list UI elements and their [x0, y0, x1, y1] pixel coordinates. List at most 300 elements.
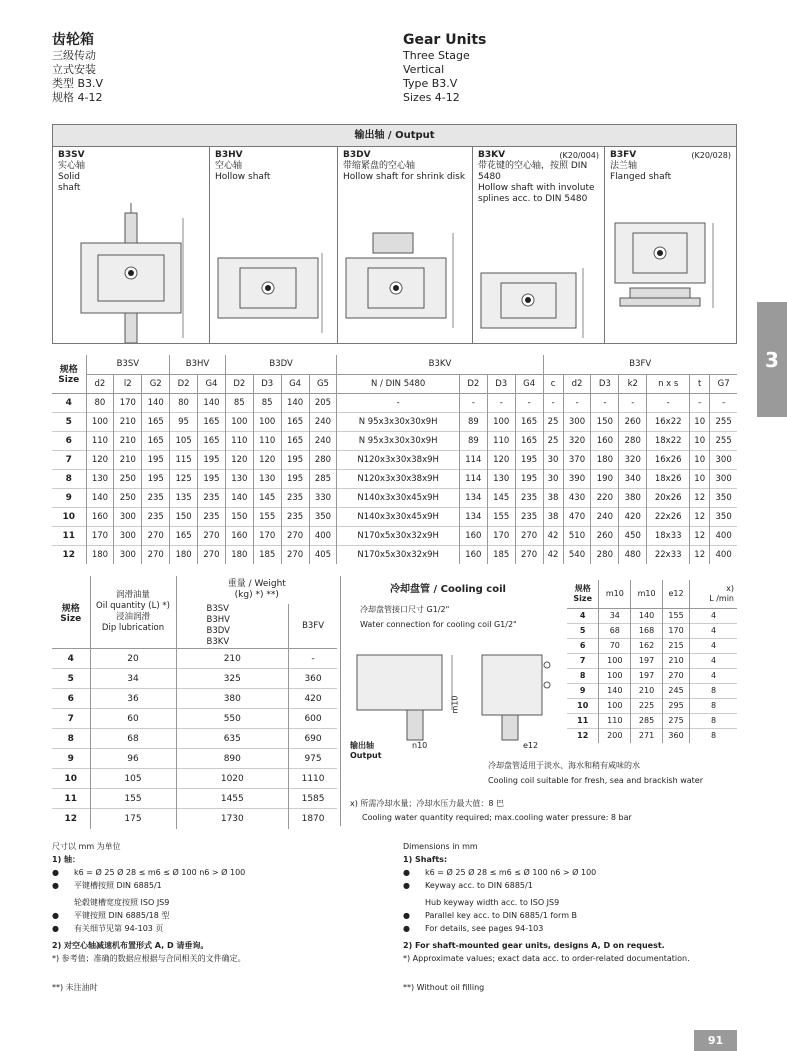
table-cell: 195	[198, 469, 226, 488]
dims-subheader: G4	[515, 374, 543, 393]
dims-subheader: G4	[281, 374, 309, 393]
note-s2: **) Without oil filling	[403, 983, 485, 992]
b3dv-drawing	[338, 213, 473, 343]
output-code: B3SV	[58, 150, 85, 160]
table-cell: 12	[690, 545, 710, 564]
group-b3dv: B3DV	[225, 355, 337, 374]
table-cell: N140x3x30x45x9H	[337, 507, 460, 526]
output-code: B3FV	[610, 150, 637, 160]
dims-subheader: G7	[710, 374, 737, 393]
table-cell: 405	[309, 545, 337, 564]
table-row	[52, 669, 337, 689]
cooling-suitable-en: Cooling coil suitable for fresh, sea and brackish water	[488, 776, 704, 785]
table-cell: 195	[142, 469, 170, 488]
table-cell: 260	[591, 526, 619, 545]
size-cell: 8	[52, 729, 90, 749]
dims-subheader: D2	[170, 374, 198, 393]
table-cell: 105	[90, 769, 176, 789]
table-cell: 400	[710, 545, 737, 564]
table-row	[52, 709, 337, 729]
table-cell: 140	[198, 393, 226, 412]
table-cell: 170	[114, 393, 142, 412]
table-cell: 120	[253, 450, 281, 469]
group-b3kv: B3KV	[337, 355, 543, 374]
table-cell: -	[619, 393, 647, 412]
table-cell: 20	[90, 649, 176, 669]
cooling-note-cn: x) 所需冷却水量；冷却水压力最大值：8 巴	[350, 799, 505, 808]
output-en: Solid shaft	[58, 172, 81, 193]
table-cell: 89	[459, 431, 487, 450]
table-cell: 145	[487, 488, 515, 507]
table-cell: 195	[515, 450, 543, 469]
size-cell: 11	[52, 789, 90, 809]
table-cell: 420	[619, 507, 647, 526]
dims-subheader: D2	[225, 374, 253, 393]
table-cell: 125	[170, 469, 198, 488]
notes-cn: 尺寸以 mm 为单位 1) 轴： ● k6 = Ø 25 Ø 28 ≤ m6 ≤ Ø 100 n6 > Ø 100 ● 平键槽按照 DIN 6885/1 轮毂键槽宽度按照 ISO JS9 ● 平键按照 DIN 6885/18 型 ● 有关细节见第 94-103 页 2) 对空心轴减速机布置形式 A, D 请垂询。 *) 参考值；准确的数据应根据与合同相关的文件确定。 **) 未注油时	[52, 840, 382, 994]
note-h1: 1) 轴：	[52, 855, 81, 864]
note-i1: Hub keyway width acc. to ISO JS9	[425, 898, 560, 907]
table-cell: 175	[90, 809, 176, 829]
table-cell: 100	[487, 412, 515, 431]
table-cell: 110	[86, 431, 114, 450]
note-unit: Dimensions in mm	[403, 842, 478, 851]
table-cell: 300	[710, 450, 737, 469]
output-col-b3kv	[473, 147, 605, 343]
table-cell: 540	[563, 545, 591, 564]
oil-weight-table	[52, 576, 337, 829]
table-cell: 4	[690, 668, 737, 683]
cooling-e12-label: e12	[523, 741, 539, 750]
table-cell: 690	[289, 729, 337, 749]
size-cell: 11	[567, 713, 599, 728]
table-cell: 10	[690, 450, 710, 469]
table-cell: 100	[225, 412, 253, 431]
table-cell: 185	[487, 545, 515, 564]
table-cell: 110	[225, 431, 253, 450]
table-cell: 235	[281, 488, 309, 507]
note-b4: 有关细节见第 94-103 页	[74, 924, 164, 933]
table-cell: 95	[170, 412, 198, 431]
table-row	[52, 689, 337, 709]
table-cell: 36	[90, 689, 176, 709]
table-row	[567, 653, 737, 668]
table-cell: 195	[142, 450, 170, 469]
table-cell: 130	[253, 469, 281, 488]
size-cell: 11	[52, 526, 86, 545]
note-h2: 2) For shaft-mounted gear units, designs A, D on request.	[403, 941, 665, 950]
size-cell: 4	[52, 393, 86, 412]
size-cell: 9	[567, 683, 599, 698]
table-cell: 235	[515, 488, 543, 507]
table-cell: 235	[198, 488, 226, 507]
table-cell: 255	[710, 431, 737, 450]
cooling-flow-header: x) L /min	[690, 580, 737, 608]
output-cn: 法兰轴	[610, 161, 638, 171]
table-cell: 180	[225, 545, 253, 564]
table-row	[52, 729, 337, 749]
table-cell: 34	[599, 608, 631, 623]
table-cell: 110	[253, 431, 281, 450]
table-cell: 270	[198, 545, 226, 564]
table-cell: 68	[90, 729, 176, 749]
table-cell: 10	[690, 412, 710, 431]
size-cell: 8	[567, 668, 599, 683]
table-cell: 300	[710, 469, 737, 488]
table-cell: 134	[459, 507, 487, 526]
table-cell: 165	[515, 412, 543, 431]
table-row	[567, 638, 737, 653]
table-cell: 110	[487, 431, 515, 450]
table-cell: 30	[543, 450, 563, 469]
table-cell: 8	[690, 683, 737, 698]
table-cell: 250	[114, 469, 142, 488]
table-cell: 180	[86, 545, 114, 564]
table-cell: N120x3x30x38x9H	[337, 450, 460, 469]
table-cell: 320	[619, 450, 647, 469]
table-row	[567, 698, 737, 713]
table-cell: 80	[86, 393, 114, 412]
table-cell: 280	[619, 431, 647, 450]
table-cell: 235	[142, 488, 170, 507]
cooling-m10-header: m10	[599, 580, 631, 608]
table-cell: 400	[309, 526, 337, 545]
output-cn: 带缩紧盘的空心轴	[343, 161, 416, 171]
table-cell: 380	[176, 689, 289, 709]
output-en: Flanged shaft	[610, 172, 672, 182]
b3hv-drawing	[210, 223, 338, 343]
cooling-size-header: 规格 Size	[567, 580, 599, 608]
table-row	[52, 749, 337, 769]
table-cell: 190	[591, 469, 619, 488]
table-cell: 350	[309, 507, 337, 526]
table-cell: 85	[253, 393, 281, 412]
table-cell: 510	[563, 526, 591, 545]
table-cell: 235	[515, 507, 543, 526]
subtitle-en-4: Sizes 4-12	[403, 91, 460, 104]
size-cell: 12	[52, 545, 86, 564]
group-b3hv: B3HV	[170, 355, 226, 374]
cooling-suitable-cn: 冷却盘管适用于淡水、海水和稍有咸味的水	[488, 761, 640, 770]
table-cell: 195	[281, 469, 309, 488]
output-col-b3fv	[605, 147, 736, 343]
table-cell: -	[690, 393, 710, 412]
table-cell: 120	[86, 450, 114, 469]
cooling-n10-label: n10	[412, 741, 428, 750]
table-cell: 155	[90, 789, 176, 809]
table-cell: 330	[309, 488, 337, 507]
table-cell: 100	[599, 668, 631, 683]
subtitle-en-2: Vertical	[403, 63, 445, 76]
table-cell: 38	[543, 507, 563, 526]
dimensions-table	[52, 355, 737, 564]
cooling-m10b-header: m10	[631, 580, 663, 608]
table-cell: 80	[170, 393, 198, 412]
table-cell: 295	[662, 698, 689, 713]
table-cell: N 95x3x30x30x9H	[337, 412, 460, 431]
table-row	[52, 450, 737, 469]
table-row	[52, 526, 737, 545]
table-cell: 130	[487, 469, 515, 488]
table-row	[52, 809, 337, 829]
table-row	[567, 728, 737, 743]
table-row	[567, 713, 737, 728]
table-cell: 140	[631, 608, 663, 623]
table-cell: 470	[563, 507, 591, 526]
cooling-conn-cn: 冷却盘管接口尺寸 G1/2"	[360, 605, 450, 614]
output-code: B3DV	[343, 150, 371, 160]
cooling-conn-en: Water connection for cooling coil G1/2"	[360, 620, 517, 629]
table-cell: 100	[599, 698, 631, 713]
table-cell: -	[543, 393, 563, 412]
table-cell: N170x5x30x32x9H	[337, 526, 460, 545]
size-cell: 6	[567, 638, 599, 653]
table-cell: 420	[289, 689, 337, 709]
table-cell: 110	[599, 713, 631, 728]
weight-types-1: B3SV B3HV B3DV B3KV	[176, 604, 289, 649]
table-cell: 130	[225, 469, 253, 488]
table-cell: 165	[198, 431, 226, 450]
table-cell: 270	[198, 526, 226, 545]
table-cell: 140	[599, 683, 631, 698]
table-cell: 85	[225, 393, 253, 412]
table-cell: N140x3x30x45x9H	[337, 488, 460, 507]
table-cell: 134	[459, 488, 487, 507]
size-cell: 4	[52, 649, 90, 669]
table-row	[52, 507, 737, 526]
table-cell: 10	[690, 431, 710, 450]
table-cell: 100	[253, 412, 281, 431]
table-cell: 160	[225, 526, 253, 545]
table-cell: 197	[631, 653, 663, 668]
table-cell: 270	[281, 526, 309, 545]
size-cell: 12	[567, 728, 599, 743]
note-b1: k6 = Ø 25 Ø 28 ≤ m6 ≤ Ø 100 n6 > Ø 100	[74, 868, 246, 877]
table-cell: 140	[281, 393, 309, 412]
dims-subheader: D2	[459, 374, 487, 393]
table-cell: 1110	[289, 769, 337, 789]
table-cell: 270	[662, 668, 689, 683]
table-cell: 380	[619, 488, 647, 507]
header-en	[403, 33, 486, 105]
table-cell: 550	[176, 709, 289, 729]
output-cn: 实心轴	[58, 161, 86, 171]
table-cell: 975	[289, 749, 337, 769]
table-cell: 340	[619, 469, 647, 488]
table-cell: 162	[631, 638, 663, 653]
table-cell: 165	[281, 431, 309, 450]
group-b3sv: B3SV	[86, 355, 170, 374]
table-cell: 185	[253, 545, 281, 564]
table-cell: -	[515, 393, 543, 412]
weight-header: 重量 / Weight (kg) *) **)	[227, 579, 286, 600]
table-cell: 200	[599, 728, 631, 743]
table-cell: 25	[543, 431, 563, 450]
note-b2: Keyway acc. to DIN 6885/1	[425, 881, 533, 890]
table-cell: 250	[114, 488, 142, 507]
note-b3: 平键按照 DIN 6885/18 型	[74, 911, 170, 920]
output-cn: 空心轴	[215, 161, 243, 171]
table-cell: 1585	[289, 789, 337, 809]
table-cell: -	[647, 393, 690, 412]
table-cell: 240	[591, 507, 619, 526]
table-cell: 140	[142, 393, 170, 412]
note-b2: 平键槽按照 DIN 6885/1	[74, 881, 162, 890]
table-cell: 18x33	[647, 526, 690, 545]
note-s2: **) 未注油时	[52, 983, 98, 992]
table-cell: 155	[253, 507, 281, 526]
table-cell: -	[289, 649, 337, 669]
table-row	[567, 668, 737, 683]
note-h1: 1) Shafts:	[403, 855, 448, 864]
table-cell: 325	[176, 669, 289, 689]
table-cell: 430	[563, 488, 591, 507]
output-en: Hollow shaft for shrink disk	[343, 172, 466, 182]
dims-subheader: D3	[591, 374, 619, 393]
dims-subheader: G2	[142, 374, 170, 393]
table-cell: 170	[487, 526, 515, 545]
subtitle-cn-4: 规格 4-12	[52, 91, 103, 104]
table-row	[52, 469, 737, 488]
table-cell: 210	[114, 450, 142, 469]
table-cell: 8	[690, 713, 737, 728]
size-cell: 10	[52, 507, 86, 526]
table-cell: -	[487, 393, 515, 412]
table-cell: 210	[114, 431, 142, 450]
table-cell: 42	[543, 545, 563, 564]
table-cell: 100	[599, 653, 631, 668]
table-cell: 360	[662, 728, 689, 743]
table-row	[52, 649, 337, 669]
note-s1: *) Approximate values; exact data acc. to order-related documentation.	[403, 954, 690, 963]
dims-subheader: c	[543, 374, 563, 393]
output-col-b3hv	[210, 147, 338, 343]
size-cell: 10	[567, 698, 599, 713]
table-cell: 260	[619, 412, 647, 431]
table-cell: 70	[599, 638, 631, 653]
b3kv-drawing	[473, 243, 605, 343]
table-cell: 165	[142, 412, 170, 431]
table-cell: 285	[631, 713, 663, 728]
table-cell: 635	[176, 729, 289, 749]
size-cell: 6	[52, 431, 86, 450]
table-cell: 68	[599, 623, 631, 638]
table-cell: 150	[170, 507, 198, 526]
table-cell: 235	[142, 507, 170, 526]
b3sv-drawing	[53, 193, 210, 343]
table-cell: 114	[459, 469, 487, 488]
output-tag: (K20/028)	[691, 151, 731, 160]
table-cell: 197	[631, 668, 663, 683]
table-cell: 285	[309, 469, 337, 488]
size-cell: 10	[52, 769, 90, 789]
header-cn	[52, 33, 103, 105]
dims-subheader: k2	[619, 374, 647, 393]
table-cell: 1730	[176, 809, 289, 829]
table-cell: 155	[662, 608, 689, 623]
dims-subheader: d2	[86, 374, 114, 393]
table-cell: 400	[710, 526, 737, 545]
size-cell: 12	[52, 809, 90, 829]
table-cell: 22x33	[647, 545, 690, 564]
table-cell: 240	[309, 431, 337, 450]
table-cell: 210	[662, 653, 689, 668]
group-b3fv: B3FV	[629, 359, 652, 370]
table-row	[567, 623, 737, 638]
dims-subheader: n x s	[647, 374, 690, 393]
table-cell: 25	[543, 412, 563, 431]
table-cell: 270	[515, 545, 543, 564]
table-cell: 60	[90, 709, 176, 729]
output-col-b3dv	[338, 147, 473, 343]
note-b1: k6 = Ø 25 Ø 28 ≤ m6 ≤ Ø 100 n6 > Ø 100	[425, 868, 597, 877]
table-cell: 271	[631, 728, 663, 743]
oil-header: 润滑油量 Oil quantity (L) *) 浸油润滑 Dip lubrication	[90, 576, 176, 649]
output-panel	[52, 124, 737, 344]
table-cell: 100	[86, 412, 114, 431]
table-cell: 270	[515, 526, 543, 545]
dims-subheader: G4	[198, 374, 226, 393]
table-cell: 160	[459, 526, 487, 545]
dims-subheader: t	[690, 374, 710, 393]
table-cell: 600	[289, 709, 337, 729]
size-header: 规格 Size	[52, 355, 86, 393]
size-cell: 5	[52, 412, 86, 431]
dims-subheader: l2	[114, 374, 142, 393]
table-cell: 160	[591, 431, 619, 450]
note-s1: *) 参考值；准确的数据应根据与合同相关的文件确定。	[52, 954, 246, 963]
note-b4: For details, see pages 94-103	[425, 924, 544, 933]
table-cell: 170	[253, 526, 281, 545]
dims-subheader: D3	[487, 374, 515, 393]
table-row	[52, 488, 737, 507]
table-cell: 180	[591, 450, 619, 469]
table-cell: 22x26	[647, 507, 690, 526]
table-cell: 480	[619, 545, 647, 564]
table-cell: 1020	[176, 769, 289, 789]
table-cell: 115	[170, 450, 198, 469]
table-cell: 300	[114, 545, 142, 564]
table-cell: 210	[114, 412, 142, 431]
note-h2: 2) 对空心轴减速机布置形式 A, D 请垂询。	[52, 941, 209, 950]
table-cell: 255	[710, 412, 737, 431]
cooling-note-en: Cooling water quantity required; max.cooling water pressure: 8 bar	[362, 813, 632, 822]
size-cell: 7	[567, 653, 599, 668]
table-cell: 4	[690, 653, 737, 668]
cooling-output-en: Output	[350, 751, 382, 760]
table-cell: -	[459, 393, 487, 412]
table-cell: 280	[309, 450, 337, 469]
cooling-table	[567, 580, 737, 743]
table-cell: 450	[619, 526, 647, 545]
size-cell: 9	[52, 488, 86, 507]
table-cell: 180	[170, 545, 198, 564]
size-cell: 4	[567, 608, 599, 623]
size-cell: 5	[52, 669, 90, 689]
note-i1: 轮毂键槽宽度按照 ISO JS9	[74, 898, 170, 907]
cooling-e12-header: e12	[662, 580, 689, 608]
size-cell: 8	[52, 469, 86, 488]
table-cell: 270	[142, 526, 170, 545]
table-cell: 275	[662, 713, 689, 728]
table-cell: 160	[86, 507, 114, 526]
table-cell: 135	[170, 488, 198, 507]
table-cell: -	[337, 393, 460, 412]
b3fv-drawing	[605, 193, 736, 343]
subtitle-cn-1: 三级传动	[52, 49, 96, 62]
table-cell: 300	[114, 507, 142, 526]
subtitle-en-3: Type B3.V	[403, 77, 458, 90]
